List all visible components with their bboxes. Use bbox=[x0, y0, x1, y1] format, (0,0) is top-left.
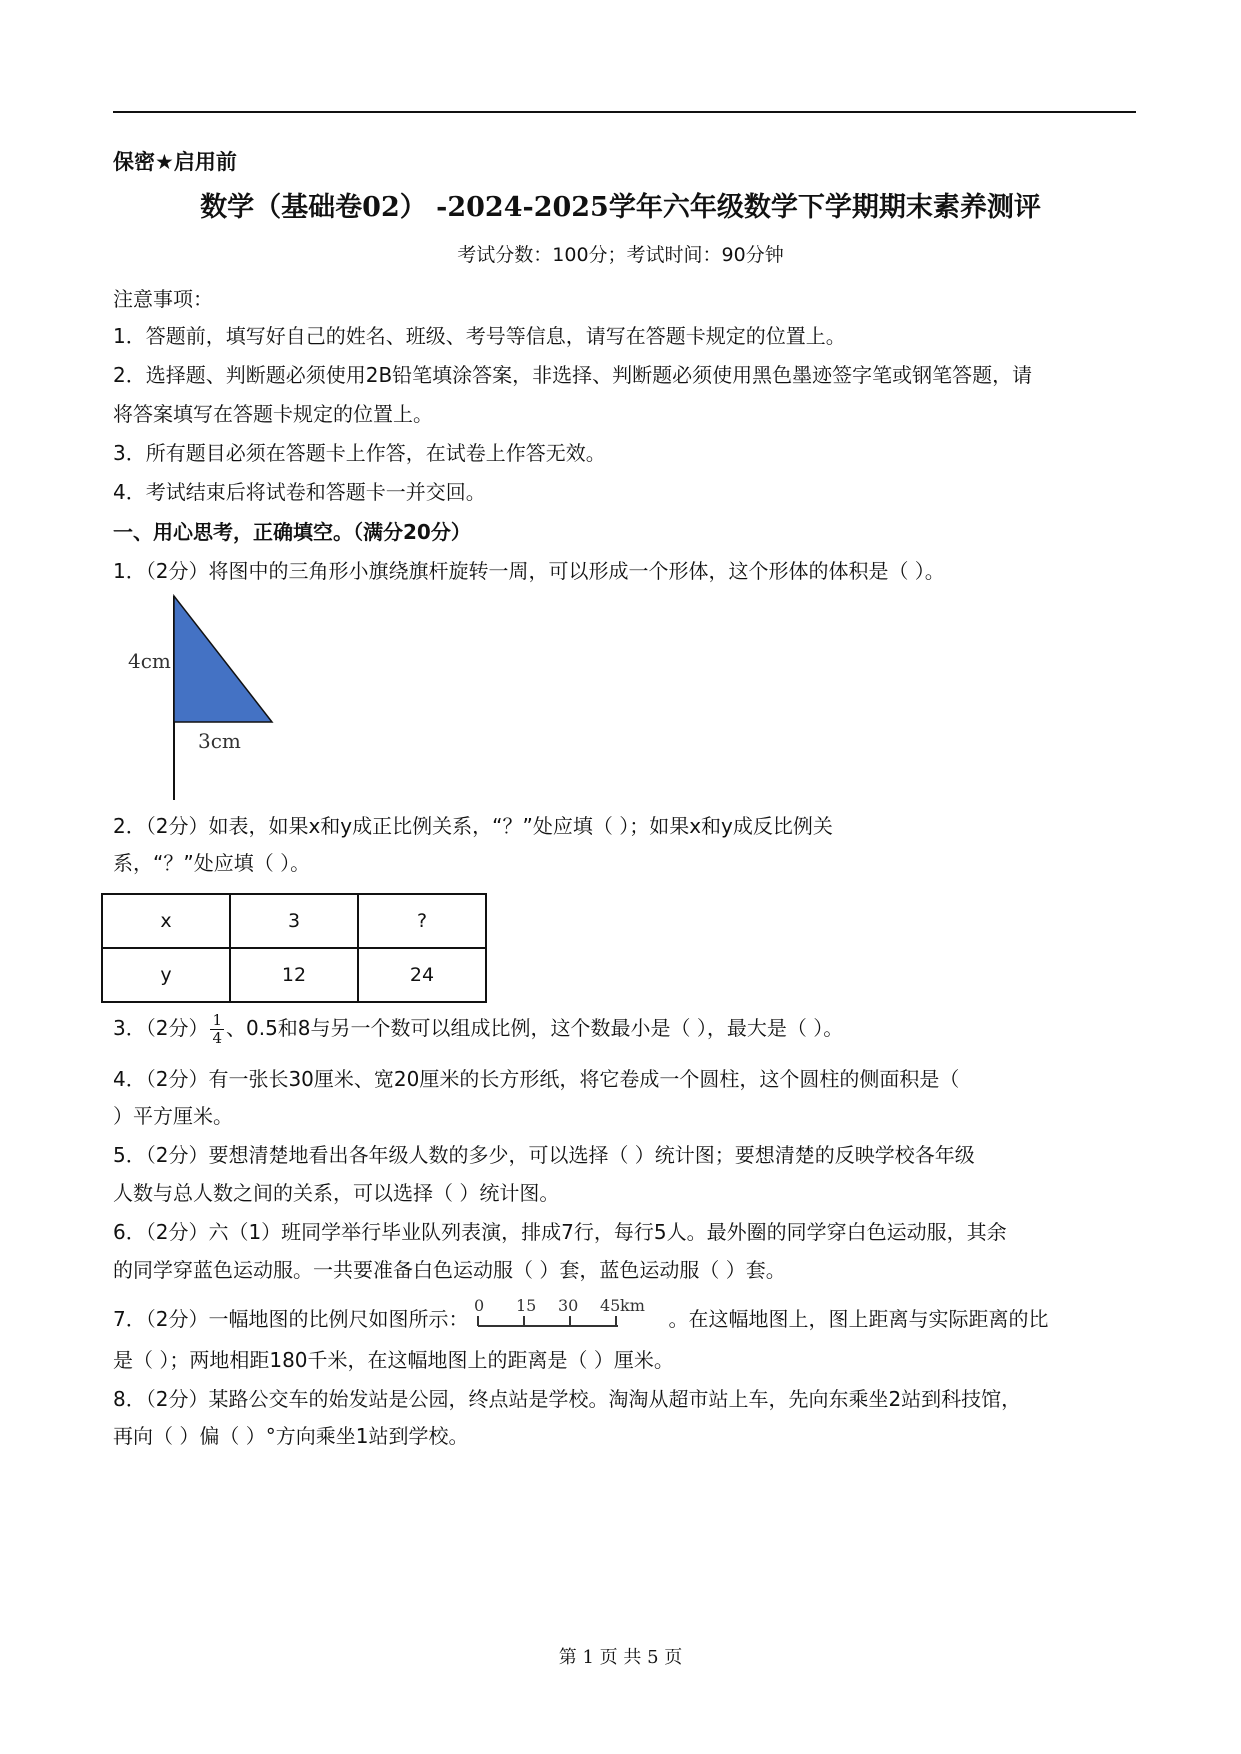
question-3 bbox=[113, 1012, 843, 1047]
question-7-prefix: 7．（2分）一幅地图的比例尺如图所示： bbox=[113, 1307, 469, 1331]
table-row bbox=[102, 948, 486, 1002]
exam-title: 数学（基础卷02） -2024-2025学年六年级数学下学期期末素养测评 bbox=[200, 192, 1041, 223]
question-4-line-1: 4．（2分）有一张长30厘米、宽20厘米的长方形纸，将它卷成一个圆柱，这个圆柱的侧面积是（ bbox=[113, 1067, 960, 1091]
fraction-numerator: 1 bbox=[212, 1011, 222, 1029]
fraction-denominator: 4 bbox=[212, 1029, 222, 1047]
flag-triangle-figure bbox=[120, 590, 290, 805]
table-cell: 24 bbox=[358, 948, 486, 1002]
question-7-suffix: 。在这幅地图上，图上距离与实际距离的比 bbox=[668, 1307, 1049, 1331]
question-1: 1．（2分）将图中的三角形小旗绕旗杆旋转一周，可以形成一个形体，这个形体的体积是（ ）。 bbox=[113, 559, 945, 583]
header-rule bbox=[113, 111, 1136, 113]
section1-heading: 一、用心思考，正确填空。（满分20分） bbox=[113, 520, 471, 544]
question-8-line-1: 8．（2分）某路公交车的始发站是公园，终点站是学校。淘淘从超市站上车，先向东乘坐2站到科技馆， bbox=[113, 1387, 1022, 1411]
question-7-line-1 bbox=[113, 1298, 1048, 1333]
table-cell: 3 bbox=[230, 894, 358, 948]
scale-tick-label: 0 bbox=[474, 1298, 485, 1315]
table-cell: x bbox=[102, 894, 230, 948]
question-5-line-1: 5．（2分）要想清楚地看出各年级人数的多少，可以选择（ ）统计图；要想清楚的反映学校各年级 bbox=[113, 1143, 975, 1167]
table-cell: y bbox=[102, 948, 230, 1002]
question-5-line-2: 人数与总人数之间的关系，可以选择（ ）统计图。 bbox=[113, 1181, 560, 1205]
question-7-line-2: 是（ ）；两地相距180千米，在这幅地图上的距离是（ ）厘米。 bbox=[113, 1348, 674, 1372]
notice-heading: 注意事项： bbox=[113, 287, 213, 311]
fraction-one-quarter bbox=[210, 1012, 224, 1047]
exam-subtitle: 考试分数：100分；考试时间：90分钟 bbox=[457, 244, 784, 266]
question-4-line-2: ）平方厘米。 bbox=[113, 1104, 233, 1128]
scale-tick-label: 15 bbox=[516, 1298, 537, 1315]
notice-item-2: 2．选择题、判断题必须使用2B铅笔填涂答案，非选择、判断题必须使用黑色墨迹签字笔或钢笔答题，请 bbox=[113, 363, 1033, 387]
table-cell: ? bbox=[358, 894, 486, 948]
question-3-prefix: 3．（2分） bbox=[113, 1016, 209, 1040]
xy-table bbox=[101, 893, 487, 1003]
base-label: 3cm bbox=[198, 729, 241, 753]
height-label: 4cm bbox=[128, 649, 171, 673]
page-footer: 第 1 页 共 5 页 bbox=[558, 1647, 683, 1668]
table-cell: 12 bbox=[230, 948, 358, 1002]
flag-triangle bbox=[174, 596, 272, 722]
scale-tick-label: 30 bbox=[558, 1298, 579, 1315]
scale-unit-label: km bbox=[620, 1298, 646, 1315]
question-8-line-2: 再向（ ）偏（ ）°方向乘坐1站到学校。 bbox=[113, 1424, 469, 1448]
map-scale-bar bbox=[468, 1298, 668, 1332]
scale-tick-label: 45 bbox=[600, 1298, 621, 1315]
table-row bbox=[102, 894, 486, 948]
question-6-line-2: 的同学穿蓝色运动服。一共要准备白色运动服（ ）套，蓝色运动服（ ）套。 bbox=[113, 1258, 786, 1282]
question-2-line-1: 2．（2分）如表，如果x和y成正比例关系，“？”处应填（ ）；如果x和y成反比例关 bbox=[113, 814, 833, 838]
question-6-line-1: 6．（2分）六（1）班同学举行毕业队列表演，排成7行，每行5人。最外圈的同学穿白色运动服，其余 bbox=[113, 1220, 1007, 1244]
notice-item-4: 4．考试结束后将试卷和答题卡一并交回。 bbox=[113, 480, 486, 504]
notice-item-1: 1．答题前，填写好自己的姓名、班级、考号等信息，请写在答题卡规定的位置上。 bbox=[113, 324, 846, 348]
confidential-label: 保密★启用前 bbox=[113, 150, 237, 174]
question-3-suffix: 、0.5和8与另一个数可以组成比例，这个数最小是（ ），最大是（ ）。 bbox=[226, 1016, 844, 1040]
question-2-line-2: 系，“？”处应填（ ）。 bbox=[113, 851, 311, 875]
notice-item-3: 3．所有题目必须在答题卡上作答，在试卷上作答无效。 bbox=[113, 441, 606, 465]
notice-item-2-cont: 将答案填写在答题卡规定的位置上。 bbox=[113, 402, 433, 426]
